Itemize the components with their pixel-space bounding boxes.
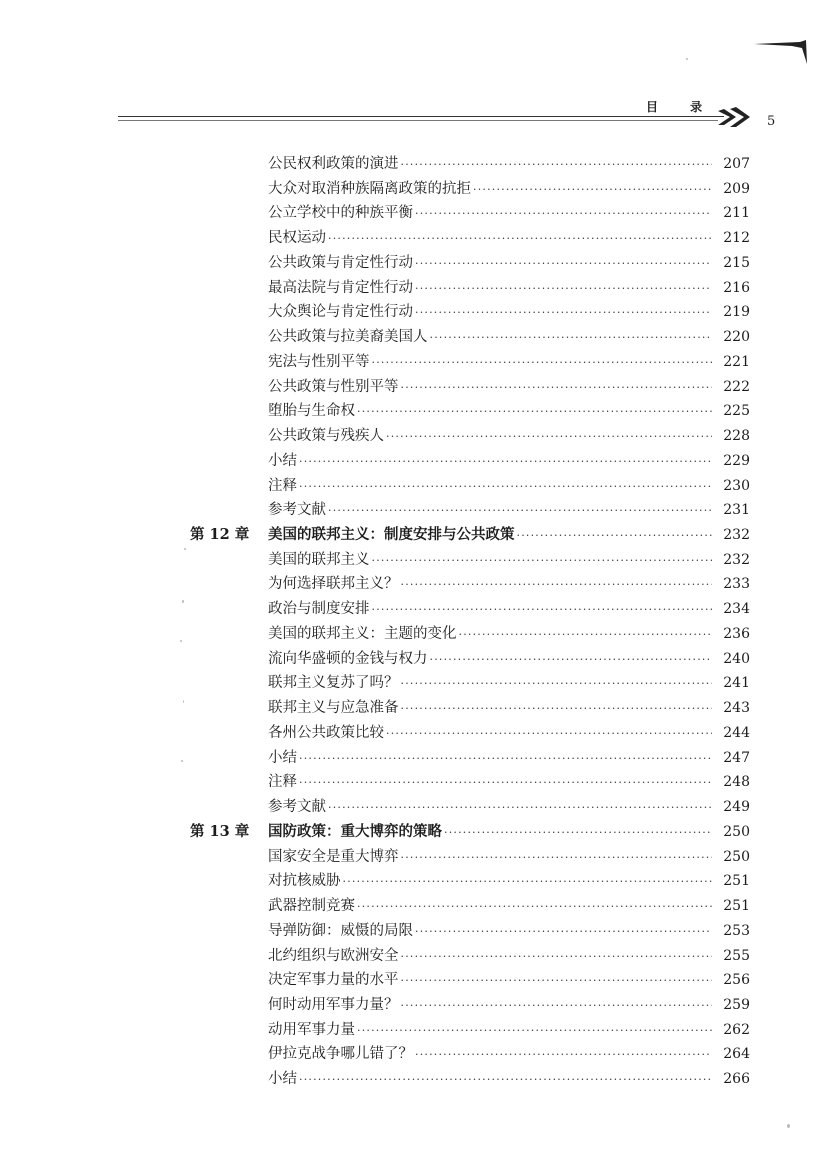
toc-entry [268,696,750,722]
toc-entry-title: 决定军事力量的水平 [268,972,399,989]
toc-row [190,894,750,919]
toc-row [190,721,750,746]
toc-row [190,177,750,202]
toc-leader-dots [299,1068,712,1093]
toc-entry-page: 251 [723,898,750,915]
toc-entry-title: 为何选择联邦主义？ [268,576,399,593]
toc-entry-page: 240 [723,650,750,667]
toc-entry [268,449,750,475]
toc-entry-title: 宪法与性别平等 [268,353,370,370]
toc-entry [268,226,750,252]
toc-leader-dots [357,895,712,920]
scan-speck [686,58,688,60]
toc-entry-page: 229 [723,452,750,469]
toc-entry-page: 211 [723,205,750,222]
toc-leader-dots [517,524,713,549]
scan-corner-mark [752,38,808,66]
toc-row [190,276,750,301]
scan-speck [181,760,183,762]
toc-entry-title: 注释 [268,477,297,494]
toc-entry-title: 堕胎与生命权 [268,403,355,420]
toc-leader-dots [459,623,713,648]
toc-entry-page: 234 [723,601,750,618]
toc-leader-dots [401,945,713,970]
toc-entry-page: 251 [723,873,750,890]
toc-entry-title: 公民权利政策的演进 [268,156,399,172]
toc-row [190,572,750,597]
toc-entry [268,944,750,970]
scan-speck [184,548,186,550]
toc-entry [268,325,750,351]
toc-leader-dots [299,771,712,796]
toc-entry [268,671,750,697]
toc-entry-title: 联邦主义与应急准备 [268,700,399,717]
toc-entry [268,424,750,450]
toc-entry [268,894,750,920]
toc-row [190,226,750,251]
toc-entry-title: 公共政策与残疾人 [268,428,384,445]
toc-leader-dots [401,697,713,722]
toc-entry-page: 215 [723,254,750,271]
table-of-contents [190,152,750,1092]
toc-entry [268,622,750,648]
toc-entry-title: 国家安全是重大博弈 [268,848,399,865]
toc-row [190,498,750,523]
toc-entry-title: 公共政策与肯定性行动 [268,254,413,271]
toc-row [190,944,750,969]
toc-entry-page: 266 [723,1071,750,1088]
toc-row [190,647,750,672]
toc-row [190,548,750,573]
toc-entry-title: 动用军事力量 [268,1021,355,1038]
toc-leader-dots [328,227,712,252]
toc-row [190,251,750,276]
toc-entry-page: 231 [723,502,750,519]
toc-entry-title: 美国的联邦主义 [268,551,370,568]
toc-entry-page: 232 [723,527,750,544]
toc-entry [268,993,750,1019]
toc-entry-title: 公立学校中的种族平衡 [268,205,413,222]
toc-leader-dots [415,1043,712,1068]
toc-entry-page: 253 [723,922,750,939]
toc-entry-title: 对抗核威胁 [268,873,341,890]
toc-entry-page: 212 [723,230,750,247]
toc-row [190,325,750,350]
toc-leader-dots [299,450,712,475]
toc-entry [268,350,750,376]
toc-entry [268,1042,750,1068]
toc-entry-title: 国防政策：重大博弈的策略 [268,822,442,840]
toc-entry-title: 北约组织与欧洲安全 [268,947,399,964]
toc-leader-dots [473,178,712,203]
toc-leader-dots [415,202,712,227]
toc-leader-dots [415,920,712,945]
toc-leader-dots [299,475,712,500]
scan-speck [180,640,182,642]
toc-leader-dots [343,870,713,895]
toc-leader-dots [357,1019,712,1044]
toc-leader-dots [430,326,713,351]
toc-entry [268,474,750,500]
toc-chapter-row [190,523,750,548]
toc-row [190,300,750,325]
toc-entry-title: 大众对取消种族隔离政策的抗拒 [268,180,471,197]
toc-entry [268,795,750,821]
toc-entry-title: 公共政策与性别平等 [268,378,399,395]
toc-entry-title: 大众舆论与肯定性行动 [268,304,413,321]
toc-entry-title: 流向华盛顿的金钱与权力 [268,650,428,667]
toc-row [190,1018,750,1043]
toc-row [190,597,750,622]
toc-entry [268,770,750,796]
toc-entry [268,919,750,945]
toc-entry [268,746,750,772]
toc-entry-page: 262 [723,1021,750,1038]
toc-leader-dots [386,722,712,747]
toc-row [190,845,750,870]
toc-entry [268,300,750,326]
toc-entry-page: 233 [723,576,750,593]
toc-entry [268,647,750,673]
toc-entry-page: 236 [723,625,750,642]
toc-chapter-row [190,820,750,845]
toc-entry-page: 220 [723,329,750,346]
toc-leader-dots [430,648,713,673]
toc-entry [268,1067,750,1093]
toc-leader-dots [401,846,713,871]
toc-entry [268,968,750,994]
toc-entry-page: 250 [723,848,750,865]
toc-leader-dots [372,351,713,376]
toc-entry-page: 228 [723,428,750,445]
toc-entry-page: 225 [723,403,750,420]
toc-row [190,696,750,721]
toc-entry-title: 小结 [268,749,297,766]
toc-entry-title: 小结 [268,452,297,469]
header-rule-secondary [118,120,718,121]
toc-leader-dots [401,672,713,697]
toc-entry-page: 209 [723,180,750,197]
header-rule [118,116,724,117]
toc-entry-title: 政治与制度安排 [268,601,370,618]
toc-entry-page: 250 [723,823,750,840]
toc-entry-title: 武器控制竞赛 [268,898,355,915]
toc-row [190,919,750,944]
running-header-title: 目 录 [646,100,717,114]
toc-entry-page: 232 [723,551,750,568]
toc-leader-dots [401,969,713,994]
toc-entry-title: 导弹防御：威慑的局限 [268,922,413,939]
toc-leader-dots [401,994,713,1019]
toc-entry-title: 参考文献 [268,799,326,816]
toc-row [190,770,750,795]
toc-leader-dots [415,277,712,302]
toc-row [190,993,750,1018]
toc-entry-title: 各州公共政策比较 [268,724,384,741]
toc-entry-page: 219 [723,304,750,321]
toc-row [190,201,750,226]
toc-row [190,1067,750,1092]
toc-row [190,968,750,993]
toc-entry [268,276,750,302]
toc-row [190,375,750,400]
toc-row [190,746,750,771]
page-number: 5 [767,114,776,129]
toc-entry-title: 最高法院与肯定性行动 [268,279,413,296]
toc-entry [268,869,750,895]
toc-leader-dots [328,499,712,524]
toc-entry-page: 264 [723,1046,750,1063]
toc-row [190,474,750,499]
toc-entry-title: 注释 [268,774,297,791]
toc-entry-page: 244 [723,724,750,741]
toc-entry [268,721,750,747]
toc-entry-page: 255 [723,947,750,964]
toc-row [190,152,750,177]
toc-entry [268,201,750,227]
toc-entry-page: 241 [723,675,750,692]
toc-leader-dots [401,573,713,598]
toc-entry-title: 美国的联邦主义：制度安排与公共政策 [268,526,515,544]
toc-leader-dots [372,549,713,574]
toc-entry [268,375,750,401]
toc-entry-title: 参考文献 [268,502,326,519]
toc-leader-dots [415,301,712,326]
toc-entry-title: 民权运动 [268,230,326,247]
toc-entry [268,498,750,524]
toc-leader-dots [386,425,712,450]
toc-entry-page: 259 [723,996,750,1013]
toc-entry-page: 207 [723,156,750,172]
toc-leader-dots [401,153,713,178]
toc-chapter-number: 第 13 章 [190,822,250,840]
toc-leader-dots [372,598,713,623]
toc-row [190,424,750,449]
toc-entry-title: 公共政策与拉美裔美国人 [268,329,428,346]
toc-entry [268,152,750,178]
toc-leader-dots [299,747,712,772]
toc-entry-page: 249 [723,799,750,816]
toc-chapter-number: 第 12 章 [190,526,250,544]
toc-row [190,399,750,424]
double-chevron-icon [716,103,756,131]
scan-speck [787,1124,790,1128]
toc-leader-dots [401,376,713,401]
toc-entry [268,597,750,623]
toc-entry [268,572,750,598]
toc-entry-title: 伊拉克战争哪儿错了？ [268,1046,413,1063]
toc-entry-title: 美国的联邦主义：主题的变化 [268,625,457,642]
toc-row [190,795,750,820]
toc-entry-page: 243 [723,700,750,717]
toc-entry [268,399,750,425]
toc-entry [268,177,750,203]
toc-entry-page: 230 [723,477,750,494]
toc-leader-dots [328,796,712,821]
toc-entry [268,523,750,549]
toc-row [190,350,750,375]
toc-leader-dots [357,400,712,425]
toc-entry-page: 216 [723,279,750,296]
toc-entry [268,251,750,277]
toc-row [190,449,750,474]
toc-entry [268,845,750,871]
toc-row [190,622,750,647]
toc-entry-title: 联邦主义复苏了吗？ [268,675,399,692]
toc-entry-page: 248 [723,774,750,791]
toc-row [190,869,750,894]
toc-row [190,671,750,696]
toc-leader-dots [444,821,712,846]
toc-entry [268,820,750,846]
scan-speck [182,600,184,603]
scan-speck [183,700,184,703]
toc-entry-page: 222 [723,378,750,395]
toc-entry [268,548,750,574]
toc-entry-title: 小结 [268,1071,297,1088]
toc-entry-page: 256 [723,972,750,989]
toc-row [190,1042,750,1067]
toc-entry [268,1018,750,1044]
toc-entry-title: 何时动用军事力量？ [268,996,399,1013]
toc-entry-page: 247 [723,749,750,766]
toc-entry-page: 221 [723,353,750,370]
toc-leader-dots [415,252,712,277]
